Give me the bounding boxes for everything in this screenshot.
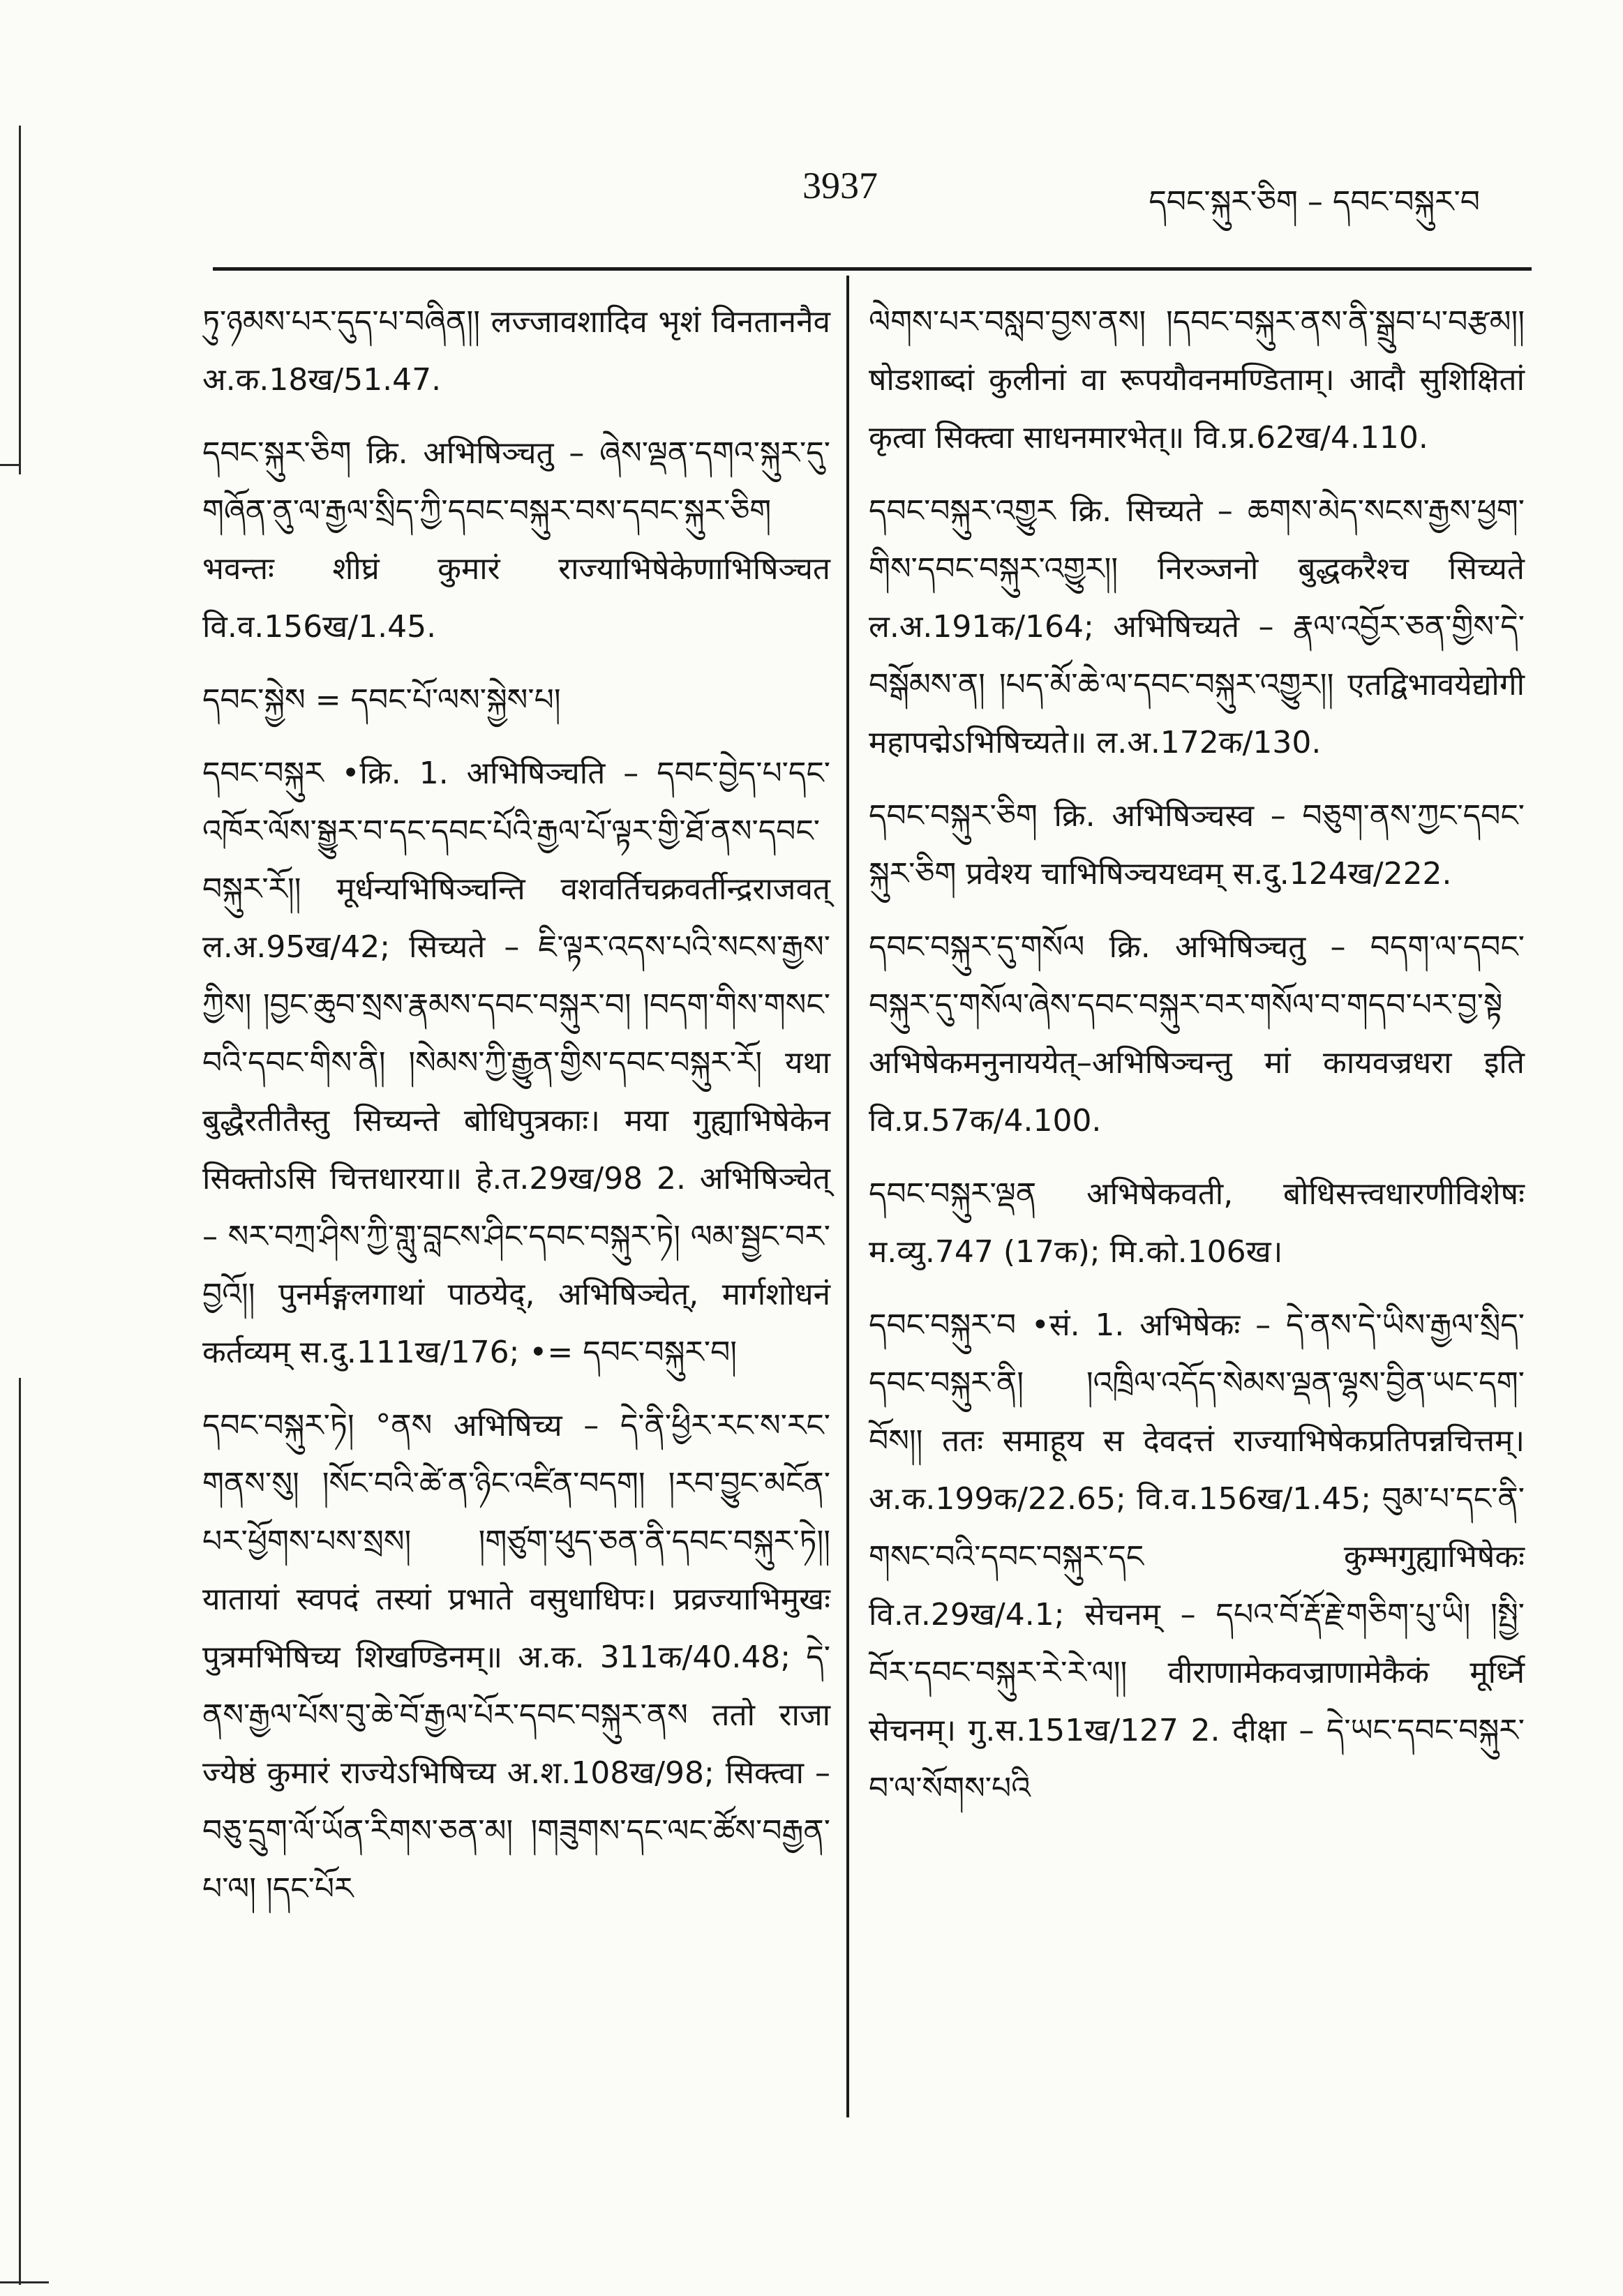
dictionary-entry: དབང་བསྐུར་བ •सं. 1. अभिषेकः – དེ་ནས་དེ་ཡིས་རྒྱལ་སྲིད་དབང་བསྐུར་ནི། །འཁྲིལ་འདོད་སེམས་ལྡན་ལྷས་བྱིན་ཡང་དག་བོས།། ततः समाहूय स देवदत्तं राज्याभिषेकप्रतिपन्नचित्तम्। अ.क.199क/22.65; वि.व.156ख/1.45; བུམ་པ་དང་ནི་གསང་བའི་དབང་བསྐུར་དང कुम्भगुह्याभिषेकः वि.त.29ख/4.1; सेचनम् – དཔའ་བོ་རྡོ་རྗེ་གཅིག་པུ་ཡི། །སྤྱི་བོར་དབང་བསྐུར་རེ་རེ་ལ།། वीराणामेकवज्राणामेकैकं मूर्ध्नि सेचनम्। गु.स.151ख/127 2. दीक्षा – དེ་ཡང་དབང་བསྐུར་བ་ལ་སོགས་པའི [869,1307,1525,1806]
dictionary-entry: དབང་བསྐུར་དུ་གསོལ क्रि. अभिषिञ्चतु – བདག་ལ་དབང་བསྐུར་དུ་གསོལ་ཞེས་དབང་བསྐུར་བར་གསོལ་བ་གདབ་པར་བྱ་སྟེ अभिषेकमनुनाययेत्–अभिषिञ्चन्तु मां कायवज्रधरा इति वि.प्र.57क/4.100. [869,929,1525,1139]
dictionary-entry: དབང་བསྐུར་ཏེ། °ནས अभिषिच्य – དེ་ནི་ཕྱིར་རང་ས་རང་གནས་སུ། །སོང་བའི་ཚེ་ན་ཉིང་འཛིན་བདག། །རབ་བྱུང་མངོན་པར་ཕྱོགས་པས་སྲས། །གཙུག་ཕུད་ཅན་ནི་དབང་བསྐུར་ཏེ།། यातायां स्वपदं तस्यां प्रभाते वसुधाधिपः। प्रव्रज्याभिमुखः पुत्रमभिषिच्य शिखण्डिनम्॥ अ.क. 311क/40.48; དེ་ནས་རྒྱལ་པོས་བུ་ཆེ་བོ་རྒྱལ་པོར་དབང་བསྐུར་ནས ततो राजा ज्येष्ठं कुमारं राज्येऽभिषिच्य अ.श.108ख/98; सिक्त्वा – བཅུ་དྲུག་ལོ་ཡོན་རིགས་ཅན་མ། །གཟུགས་དང་ལང་ཚོས་བརྒྱན་པ་ལ། །དང་པོར [202,1408,830,1907]
scan-margin-tick [0,2281,49,2283]
scan-margin-tick [0,464,21,466]
dictionary-entry: ལེགས་པར་བསླབ་བྱས་ནས། །དབང་བསྐུར་ནས་ནི་སྒྲུབ་པ་བརྩམ།། षोडशाब्दां कुलीनां वा रूपयौवनमण्डिताम्। आदौ सुशिक्षितां कृत्वा सिक्त्वा साधनमारभेत्॥ वि.प्र.62ख/4.110. [869,304,1525,456]
dictionary-entry: ཏུ་ཉམས་པར་དུད་པ་བཞིན།། लज्जावशादिव भृशं विनताननैव अ.क.18ख/51.47. [202,304,830,398]
scan-margin-line [19,1378,21,2285]
dictionary-entry: དབང་སྐུར་ཅིག क्रि. अभिषिञ्चतु – ཞེས་ལྡན་དགའ་སྐུར་དུ་གཞོན་ནུ་ལ་རྒྱལ་སྲིད་ཀྱི་དབང་བསྐུར་བས་དབང་སྐུར་ཅིག भवन्तः शीघ्रं कुमारं राज्याभिषेकेणाभिषिञ्चत वि.व.156ख/1.45. [202,435,830,645]
page-number: 3937 [802,165,878,207]
running-head: དབང་སྐུར་ཅིག – དབང་བསྐུར་བ [1149,184,1480,220]
dictionary-entry: དབང་བསྐུར་ལྡན अभिषेकवती, बोधिसत्त्वधारणीविशेषः म.व्यु.747 (17क); मि.को.106ख। [869,1176,1525,1270]
scan-margin-line [19,126,21,474]
dictionary-entry: དབང་བསྐུར་ཅིག क्रि. अभिषिञ्चस्व – བཅུག་ནས་ཀྱང་དབང་སྐུར་ཅིག प्रवेश्य चाभिषिञ्चयध्वम् स.दु.124ख/222. [869,798,1525,892]
left-column [202,293,830,1933]
right-column [869,293,1525,1833]
column-divider [846,276,849,2117]
dictionary-entry: དབང་སྐྱེས = དབང་པོ་ལས་སྐྱེས་པ། [202,682,561,718]
header-rule [213,267,1532,271]
dictionary-entry: དབང་བསྐུར •क्रि. 1. अभिषिञ्चति – དབང་བྱེད་པ་དང་འཁོར་ལོས་སྒྱུར་བ་དང་དབང་པོའི་རྒྱལ་པོ་ལྟར་གྱི་ཐོ་ནས་དབང་བསྐུར་རོ།། मूर्धन्यभिषिञ्चन्ति वशवर्तिचक्रवर्तीन्द्रराजवत् ल.अ.95ख/42; सिच्यते – ཇི་ལྟར་འདས་པའི་སངས་རྒྱས་ཀྱིས། །བྱང་ཆུབ་སྲས་རྣམས་དབང་བསྐུར་བ། །བདག་གིས་གསང་བའི་དབང་གིས་ནི། །སེམས་ཀྱི་རྒྱུན་གྱིས་དབང་བསྐུར་རོ། यथा बुद्धैरतीतैस्तु सिच्यन्ते बोधिपुत्रकाः। मया गुह्याभिषेकेन सिक्तोऽसि चित्तधारया॥ हे.त.29ख/98 2. अभिषिञ्चेत् – སར་བཀྲ་ཤིས་ཀྱི་གླུ་བླངས་ཤིང་དབང་བསྐུར་ཏེ། ལམ་སྦྱང་བར་བྱའོ།། पुनर्मङ्गलगाथां पाठयेद्, अभिषिञ्चेत्, मार्गशोधनं कर्तव्यम् स.दु.111ख/176; •= དབང་བསྐུར་བ། [202,756,830,1370]
dictionary-entry: དབང་བསྐུར་འགྱུར क्रि. सिच्यते – ཆགས་མེད་སངས་རྒྱས་ཕྱག་གིས་དབང་བསྐུར་འགྱུར།། निरञ्जनो बुद्धकरैश्च सिच्यते ल.अ.191क/164; अभिषिच्यते – རྣལ་འབྱོར་ཅན་གྱིས་དེ་བསྒོམས་ན། །པད་མོ་ཆེ་ལ་དབང་བསྐུར་འགྱུར།། एतद्विभावयेद्योगी महापद्मेऽभिषिच्यते॥ ल.अ.172क/130. [869,493,1525,760]
